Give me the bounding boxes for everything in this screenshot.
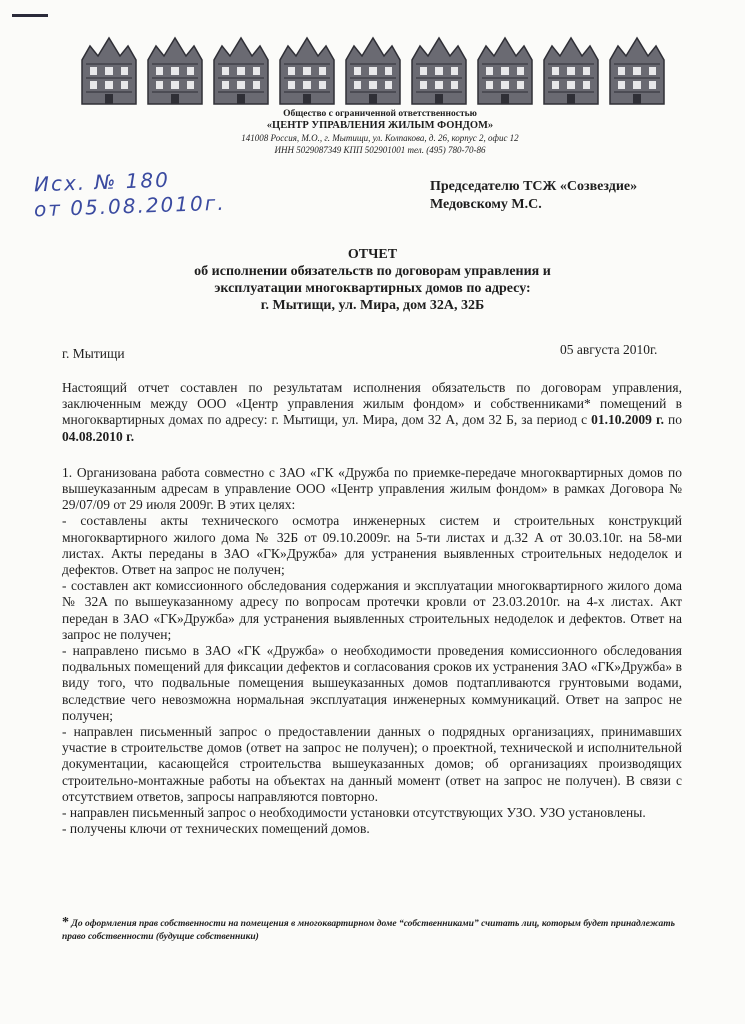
title-line3: эксплуатации многоквартирных домов по адресу: bbox=[214, 281, 531, 296]
company-header bbox=[170, 108, 590, 156]
house-logo-icon bbox=[540, 34, 602, 106]
outgoing-date: от 05.08.2010г. bbox=[33, 190, 226, 222]
house-logo-icon bbox=[342, 34, 404, 106]
section1-item-keys: - получены ключи от технических помещений домов. bbox=[62, 821, 370, 837]
footnote bbox=[62, 916, 682, 944]
letterhead-logo bbox=[78, 34, 668, 106]
outgoing-number: Исх. № 180 bbox=[33, 167, 171, 197]
place: г. Мытищи bbox=[62, 346, 125, 361]
section1-item-basement: - направлено письмо в ЗАО «ГК «Дружба» о необходимости проведения комиссионного обследования подвальных помещений для фиксации дефектов и согласования сроков их устранения ЗАО «ГК»Дружба» в виду того, что подвальные помещения вышеуказанных домов подтапливаются грунтовыми водами, вследствие чего невозможна нормальная эксплуатация инженерных коммуникаций. Ответ на запрос не получен; bbox=[62, 643, 682, 723]
house-logo-icon bbox=[408, 34, 470, 106]
document-date: 05 августа 2010г. bbox=[560, 342, 658, 357]
period-from: 01.10.2009 г. bbox=[591, 412, 664, 428]
footnote-text: До оформления прав собственности на помещения в многоквартирном доме “собственниками” считать лиц, которым будет принадлежать право собственности (будущие собственники) bbox=[62, 919, 676, 942]
company-line1: Общество с ограниченной ответственностью bbox=[283, 109, 477, 119]
period-mid: по bbox=[663, 412, 682, 428]
house-logo-icon bbox=[474, 34, 536, 106]
house-logo-icon bbox=[276, 34, 338, 106]
title-line2: об исполнении обязательств по договорам управления и bbox=[194, 264, 551, 279]
section1-item-requests: - направлен письменный запрос о предоставлении данных о подрядных организациях, принимавших участие в строительстве домов (ответ на запрос не получен); о проектной, технической и исполнительной документации, касающейся строительства вышеуказанных домов; об организациях производящих строительно-монтажные работы на объектах на данный момент (ответ на запрос не получен). В связи с отсутствием ответов, запросы направляются повторно. bbox=[62, 724, 682, 804]
section1-item-acts: - составлены акты технического осмотра инженерных систем и строительных конструкций многоквартирного жилого дома № 32Б от 09.10.2009г. на 5-ти листах и д.32 А от 30.03.10г. на 58-ми листах. Акты переданы в ЗАО «ГК»Дружба» для устранения выявленных строительных недоделок и дефектов. Ответ на запрос не получен; bbox=[62, 513, 682, 578]
document-title bbox=[120, 246, 625, 314]
house-logo-icon bbox=[78, 34, 140, 106]
period-to: 04.08.2010 г. bbox=[62, 428, 135, 444]
title-line4: г. Мытищи, ул. Мира, дом 32А, 32Б bbox=[260, 298, 485, 313]
addressee-line2: Медовскому М.С. bbox=[430, 197, 542, 212]
house-logo-icon bbox=[606, 34, 668, 106]
company-codes: ИНН 5029087349 КПП 502901001 тел. (495) 780-70-86 bbox=[274, 145, 486, 155]
report-body bbox=[62, 380, 682, 837]
company-name: «ЦЕНТР УПРАВЛЕНИЯ ЖИЛЫМ ФОНДОМ» bbox=[266, 120, 494, 131]
title-line1: ОТЧЕТ bbox=[347, 247, 398, 262]
house-logo-icon bbox=[144, 34, 206, 106]
addressee-line1: Председателю ТСЖ «Созвездие» bbox=[430, 179, 638, 194]
section1-item-roof: - составлен акт комиссионного обследования содержания и эксплуатации многоквартирного жилого дома № 32А по вышеуказанному адресу по вопросам протечки кровли от 23.03.2010г. на 4-х листах. Акт передан в ЗАО «ГК»Дружба» для устранения выявленных строительных недоделок и дефектов. Ответ на запрос не получен; bbox=[62, 578, 682, 642]
section1-item-uzo: - направлен письменный запрос о необходимости установки отсутствующих УЗО. УЗО установлены. bbox=[62, 805, 646, 821]
intro-text: Настоящий отчет составлен по результатам исполнения обязательств по договорам управления, заключенным между ООО «Центр управления жилым фондом» и собственниками* помещений в многоквартирных домах по адресу: г. Мытищи, ул. Мира, дом 32 А, дом 32 Б, за период с bbox=[62, 380, 682, 428]
house-logo-icon bbox=[210, 34, 272, 106]
top-dash-mark bbox=[12, 14, 48, 17]
addressee bbox=[430, 178, 637, 214]
company-address: 141008 Россия, М.О., г. Мытищи, ул. Колпакова, д. 26, корпус 2, офис 12 bbox=[241, 133, 519, 143]
section1-intro: 1. Организована работа совместно с ЗАО «ГК «Дружба по приемке-передаче многоквартирных домов по вышеуказанным адресам в управление ООО «Центр управления жилым фондом» в рамках Договора № 29/07/09 от 29 июля 2009г. В этих целях: bbox=[62, 464, 682, 513]
footnote-star: * bbox=[62, 915, 69, 930]
intro-paragraph bbox=[62, 380, 682, 445]
